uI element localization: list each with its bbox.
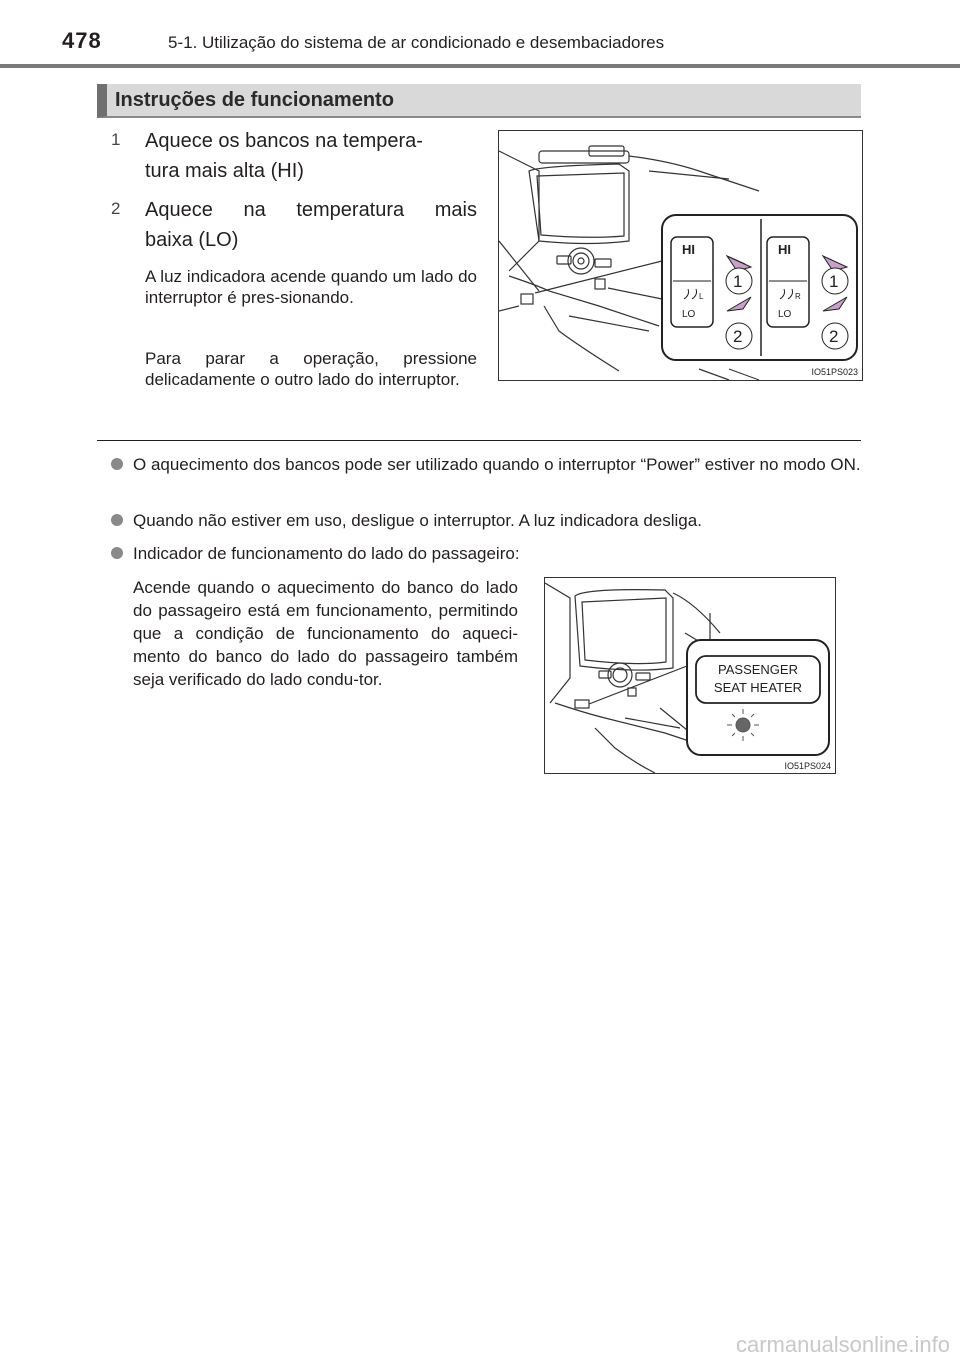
right-switch-side-label: R	[795, 292, 801, 301]
section-divider	[97, 440, 861, 441]
right-switch-lo-label: LO	[778, 309, 792, 320]
header-rule	[0, 64, 960, 68]
section-title: Instruções de funcionamento	[115, 89, 394, 111]
bullet-item	[111, 542, 863, 565]
bullet-text: Indicador de funcionamento do lado do passageiro:	[133, 544, 520, 563]
passenger-label-line-2: SEAT HEATER	[713, 680, 803, 695]
step-1-number: 1	[111, 130, 121, 149]
right-callout-1: 1	[829, 272, 839, 291]
figure-seat-heater-switches	[498, 130, 863, 381]
left-switch-lo-label: LO	[682, 309, 696, 320]
step-2-text	[145, 195, 477, 255]
note-indicator-light: A luz indicadora acende quando um lado do interruptor é pres-sionando.	[145, 267, 477, 307]
left-callout-2: 2	[733, 327, 743, 346]
right-callout-2: 2	[829, 327, 839, 346]
bullet-item	[111, 453, 863, 499]
figure-2-code: IO51PS024	[784, 761, 831, 771]
watermark: carmanualsonline.info	[735, 1332, 950, 1357]
step-2-line-2: baixa (LO)	[145, 229, 239, 251]
right-switch-hi-label: HI	[778, 242, 791, 257]
figure-passenger-seat-heater-indicator	[544, 577, 836, 774]
page-number: 478	[62, 28, 102, 53]
bullet-text: O aquecimento dos bancos pode ser utilizado quando o interruptor “Power” estiver no modo ON.	[133, 455, 861, 474]
left-switch-side-label: L	[699, 292, 704, 301]
left-switch-hi-label: HI	[682, 242, 695, 257]
note-stop-operation: Para parar a operação, pressione delicadamente o outro lado do interruptor.	[145, 349, 477, 389]
step-2-line-1: Aquece na temperatura mais	[145, 199, 477, 221]
bullet-dot-icon	[111, 547, 123, 559]
console-illustration	[545, 578, 835, 773]
step-2-number: 2	[111, 199, 121, 218]
figure-1-code: IO51PS023	[811, 367, 858, 377]
bullet-dot-icon	[111, 514, 123, 526]
step-1-text	[145, 126, 477, 186]
step-1-line-2: tura mais alta (HI)	[145, 160, 304, 182]
chapter-title: 5-1. Utilização do sistema de ar condicionado e desembaciadores	[168, 33, 665, 52]
passenger-indicator-description: Acende quando o aquecimento do banco do lado do passageiro está em funcionamento, permitindo que a condição de funcionamento do aqueci-mento do banco do lado do passageiro também seja verificado do lado condu-tor.	[133, 578, 518, 689]
passenger-label-line-1: PASSENGER	[718, 662, 798, 677]
left-callout-1: 1	[733, 272, 743, 291]
step-1-line-1: Aquece os bancos na tempera-	[145, 130, 423, 152]
section-header-bar	[97, 84, 861, 118]
bullet-dot-icon	[111, 458, 123, 470]
dashboard-illustration	[499, 131, 862, 380]
bullet-item	[111, 509, 863, 532]
bullet-text: Quando não estiver em uso, desligue o interruptor. A luz indicadora desliga.	[133, 511, 702, 530]
